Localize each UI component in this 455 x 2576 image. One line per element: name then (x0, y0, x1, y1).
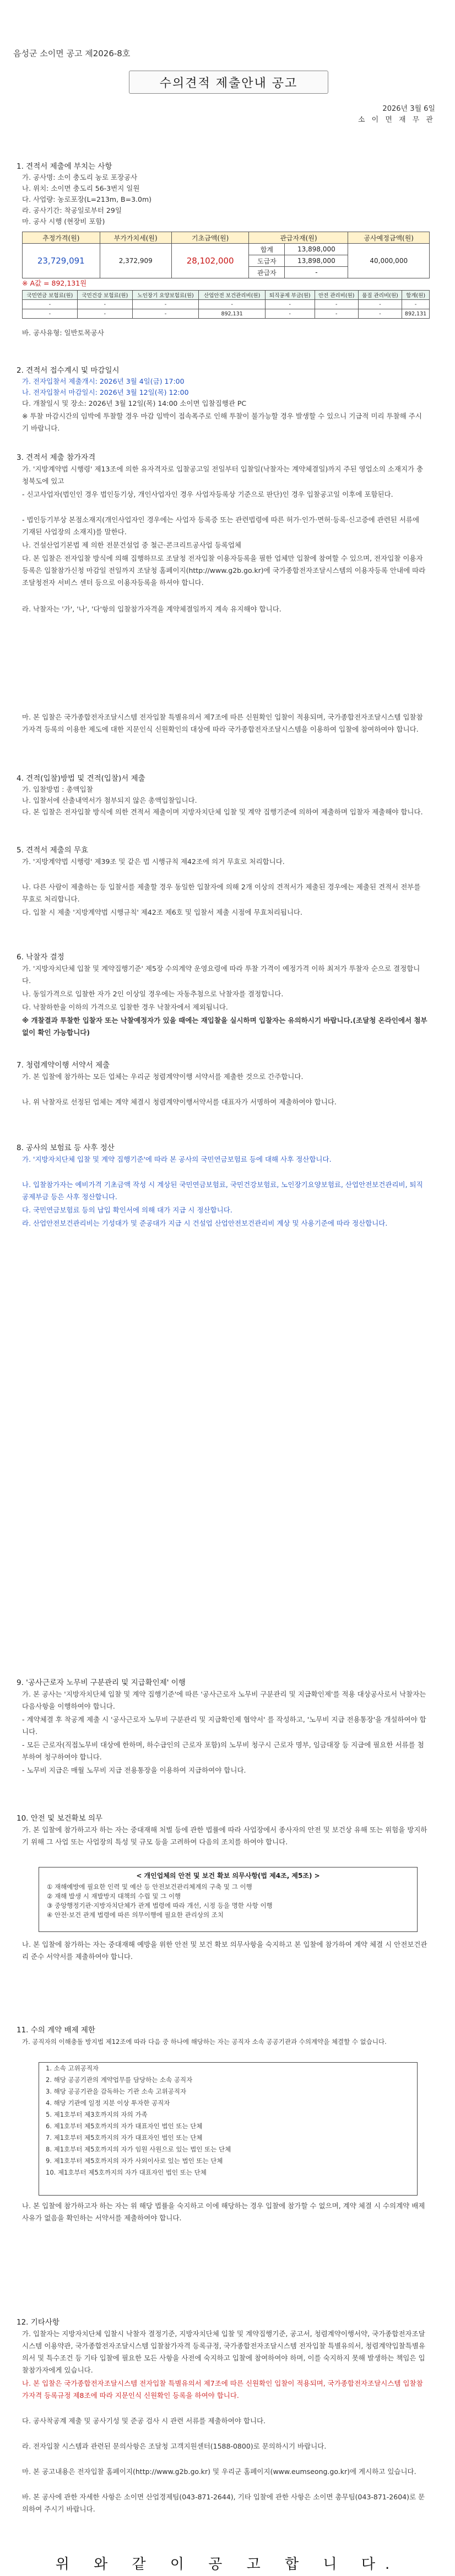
table-cell: 관급자 (249, 267, 285, 278)
list-item: 2. 해당 공공기관의 계약업무를 담당하는 소속 공직자 (46, 2076, 193, 2084)
table-cell: - (199, 300, 266, 309)
list-item: 10. 제1호부터 제5호까지의 자가 대표자인 법인 또는 단체 (46, 2169, 207, 2176)
table-cell: - (132, 309, 199, 319)
sec8-para: 가. '지방자치단체 입찰 및 계약 집행기준'에 따라 본 공사의 국민연금보험료 등에 대해 사후 정산합니다. (22, 1155, 332, 1163)
sec6-para: 다. 낙찰하한율 이하의 가격으로 입찰한 경우 낙찰자에서 제외됩니다. (22, 1003, 228, 1011)
table-cell: - (402, 300, 430, 309)
table-cell: 도급자 (249, 255, 285, 267)
sec8-para: 나. 입찰참가자는 예비가격 기초금액 작성 시 계상된 국민연금보험료, 국민건강보험료, 노인장기요양보험료, 산업안전보건관리비, 퇴직공제부금 등은 사후 정산합니다. (22, 1180, 423, 1201)
sec1-line: 가. 공사명: 소이 충도리 농로 포장공사 (22, 173, 138, 181)
table-header: 기초금액(원) (171, 232, 249, 244)
safety-box-title: < 개인업체의 안전 및 보건 확보 의무사항(법 제4조, 제5조) > (136, 1872, 320, 1880)
page-title: 수의견적 제출안내 공고 (129, 71, 328, 94)
sec3-para: - 신고사업자(법인인 경우 법인등기상, 개인사업자인 경우 사업자등록상 기준으로 판단)인 경우 입찰공고일 이후에 포함된다. (22, 490, 393, 498)
list-item: 8. 제1호부터 제5호까지의 자가 임원 사원으로 있는 법인 또는 단체 (46, 2145, 231, 2153)
sec8-para: 라. 산업안전보건관리비는 기성대가 및 준공대가 지급 시 건설업 산업안전보건관리비 계상 및 사용기준에 따라 정산합니다. (22, 1219, 388, 1227)
table-cell: - (265, 300, 315, 309)
sec12-para: 다. 공사착공계 제출 및 공사기성 및 준공 검사 시 관련 서류를 제출하여야 합니다. (22, 2417, 266, 2425)
sec3-para: 가. '지방계약법 시행령' 제13조에 의한 유자격자로 입찰공고일 전일부터 입찰일(낙찰자는 계약체결일)까지 주된 영업소의 소재지가 충청북도에 있고 (22, 465, 424, 485)
table-header: 산업안전 보건관리비(원) (199, 291, 266, 300)
price-table (22, 232, 430, 278)
sec3-para: 다. 본 입찰은 전자입찰 방식에 의해 집행하므로 조달청 전자입찰 이용자등록을 필한 업체만 입찰에 참여할 수 있으며, 전자입찰 이용자등록은 입찰참가신청 마감일 전일까지 조달청 홈페이지(http://www.g2b.go.kr)에 국가종합전자조달시스템의 이용자등록 안내에 따라 조달청전자 서비스 센터 등으로 이용자등록을 하셔야 합니다. (22, 554, 426, 587)
sec5-para: 가. '지방계약법 시행령' 제39조 및 같은 법 시행규칙 제42조에 의거 무효로 처리합니다. (22, 857, 285, 866)
sec3-para: - 법인등기부상 본점소재지(개인사업자인 경우에는 사업자 등록증 또는 관련법령에 따른 허가·인가·면허·등록·신고증에 관련된 서류에 기재된 사업장의 소재지)를 말한다. (22, 516, 420, 536)
issuer: 소 이 면 재 무 관 (358, 116, 435, 124)
table-header: 노인장기 요양보험료(원) (132, 291, 199, 300)
sec4-line: 나. 입찰서에 산출내역서가 첨부되지 않은 총액입찰입니다. (22, 796, 197, 804)
sec2-note: ※ 투찰 마감시간의 임박에 투찰할 경우 마감 임박이 접속폭주로 인해 투찰이 불가능할 경우 발생할 수 있으니 기급적 미리 투찰해 주시기 바랍니다. (22, 412, 422, 432)
notice-date: 2026년 3월 6일 (382, 105, 435, 113)
section-2-heading: 2. 견적서 접수계시 및 마감일시 (17, 366, 120, 375)
safety-box-item: ④ 안전·보건 관계 법령에 따른 의무이행에 필요한 관리상의 조치 (47, 1911, 224, 1919)
sec1-line: 나. 위치: 소이면 충도리 56-3번지 일원 (22, 184, 140, 192)
section-7-heading: 7. 청렴계약이행 서약서 제출 (17, 1061, 110, 1070)
sec1-line: 바. 공사유형: 일반토목공사 (22, 329, 104, 337)
list-item: 3. 해당 공공기관을 감독하는 기관 소속 고위공직자 (46, 2087, 187, 2095)
planned-price: 40,000,000 (348, 244, 430, 278)
sec12-para: 가. 입찰자는 지방자치단체 입찰시 낙찰자 결정기준, 지방자치단체 입찰 및 계약집행기준, 공고서, 청렴계약이행서약, 국가종합전자조달시스템 이용약관, 국가종합전자조달시스템 입찰참가자격 등록규정, 국가종합전자조달시스템 전자입찰 특별유의서, 청렴계약입찰특별유의서 및 특수조건 등 기타 입찰에 필요한 모든 사항을 사전에 숙지하고 입찰에 참여하여야 하며, 이를 숙지하지 못해 발생하는 책임은 입찰참가자에게 있습니다. (22, 2330, 425, 2374)
sec5-para: 나. 다른 사람이 제출하는 등 입찰서를 제출할 경우 동일한 입찰자에 의해 2개 이상의 견적서가 제출된 경우에는 제출된 견적서 전부를 무효로 처리합니다. (22, 883, 421, 903)
safety-obligation-box (39, 1867, 418, 1932)
sec6-para: 가. '지방자치단체 입찰 및 계약집행기준' 제5장 수의계약 운영요령에 따라 투찰 가격이 예정가격 이하 최저가 투찰자 순으로 결정합니다. (22, 964, 420, 985)
sec3-para: 라. 낙찰자는 '가', '나', '다'항의 입찰참가자격을 계약체결일까지 계속 유지해야 합니다. (22, 605, 281, 613)
vat-value: 2,372,909 (100, 244, 171, 278)
table-cell: 13,898,000 (285, 255, 348, 267)
sec4-line: 가. 입찰방법 : 총액입찰 (22, 785, 93, 793)
table-cell: - (358, 309, 402, 319)
table-header: 국민건강 보험료(원) (77, 291, 132, 300)
sec11-para: 가. 공직자의 이해충돌 방지법 제12조에 따라 다음 중 하나에 해당하는 자는 공직자 소속 공공기관과 수의계약을 체결할 수 없습니다. (22, 2038, 387, 2046)
section-9-heading: 9. '공사근로자 노무비 구분관리 및 지급확인제' 이행 (17, 1678, 186, 1687)
section-1-heading: 1. 견적서 제출에 부치는 사항 (17, 162, 112, 171)
a-value-note: ※ A값 = 892,131원 (22, 279, 87, 287)
section-10-heading: 10. 안전 및 보건확보 의무 (17, 1814, 103, 1823)
sec12-para: 나. 본 입찰은 국가종합전자조달시스템 전자입찰 특별유의서 제7조에 따른 신원확인 입찰이 적용되며, 국가종합전자조달시스템 입찰참가자격 등록규정 제8조에 따라 지문인식 신원확인 등록을 하여야 합니다. (22, 2379, 423, 2400)
section-6-heading: 6. 낙찰자 결정 (17, 953, 64, 962)
sec9-para: - 노무비 지급은 매월 노무비 지급 전용통장을 이용하여 지급하여야 합니다. (22, 1766, 246, 1774)
sec6-warning: ※ 개찰결과 투찰한 입찰자 또는 낙찰예정자가 있을 때에는 재입찰을 실시하며 입찰자는 유의하시기 바랍니다.(조달청 온라인에서 첨부 없이 확인 가능합니다) (22, 1016, 427, 1037)
section-12-heading: 12. 기타사항 (17, 2318, 59, 2327)
sec4-para: 다. 본 입찰은 전자입찰 방식에 의한 견적서 제출이며 지방자치단체 입찰 및 계약 집행기준에 의하여 제출하며 입찰자 제출해야 합니다. (22, 808, 423, 816)
closing-statement: 위 와 같 이 공 고 합 니 다. (55, 2556, 400, 2573)
sec1-line: 라. 공사기간: 착공일로부터 29일 (22, 206, 122, 214)
section-8-heading: 8. 공사의 보험료 등 사후 정산 (17, 1144, 115, 1152)
table-cell: 합계 (249, 244, 285, 255)
table-cell: - (315, 309, 358, 319)
table-cell: 892,131 (402, 309, 430, 319)
sec10-para: 나. 본 입찰에 참가하는 자는 중대재해 예방을 위한 안전 및 보건 확보 의무사항을 숙지하고 본 입찰에 참가하여 계약 체결 시 안전보건관리 준수 서약서를 제출하여야 합니다. (22, 1940, 427, 1961)
estimated-price: 23,729,091 (23, 244, 100, 278)
table-header: 퇴직공제 부금(원) (265, 291, 315, 300)
sec5-para: 다. 입찰 시 제출 '지방계약법 시행규칙' 제42조 제6호 및 입찰서 제출 시점에 무효처리됩니다. (22, 908, 302, 916)
table-header: 추정가격(원) (23, 232, 100, 244)
sec12-para: 라. 전자입찰 시스템과 관련된 문의사항은 조달청 고객지원센터(1588-0800)로 문의하시기 바랍니다. (22, 2442, 327, 2450)
list-item: 6. 제1호부터 제5호까지의 자가 대표자인 법인 또는 단체 (46, 2122, 203, 2130)
list-item: 5. 제1호부터 제3호까지의 자의 가족 (46, 2111, 148, 2118)
sec6-para: 나. 동일가격으로 입찰한 자가 2인 이상일 경우에는 자동추첨으로 낙찰자를 결정합니다. (22, 990, 284, 998)
insurance-table (22, 290, 430, 319)
sec8-para: 다. 국민연금보험료 등의 납입 확인서에 의해 대가 지급 시 정산합니다. (22, 1206, 232, 1214)
list-item: 1. 소속 고위공직자 (46, 2064, 99, 2072)
sec2-line: 다. 개찰일시 및 장소: 2026년 3월 12일(목) 14:00 소이면 입찰집행관 PC (22, 399, 247, 407)
sec9-para: - 계약체결 후 착공계 제출 시 '공사근로자 노무비 구분관리 및 지급확인제 협약서' 를 작성하고, '노무비 지급 전용통장'을 개설하여야 합니다. (22, 1715, 426, 1736)
sec2-line: 나. 전자입찰서 마감일시: 2026년 3월 12일(목) 12:00 (22, 388, 189, 396)
sec10-para: 가. 본 입찰에 참가하고자 하는 자는 중대재해 처벌 등에 관한 법률에 따라 사업장에서 종사자의 안전 및 보건상 유해 또는 위험을 방지하기 위해 그 사업 또는 사업장의 특성 및 규모 등을 고려하여 다음의 조치를 하여야 합니다. (22, 1826, 427, 1846)
table-cell: - (23, 300, 78, 309)
sec3-para: 나. 건설산업기본법 제 의한 전문건설업 중 철근·콘크리트공사업 등록업체 (22, 541, 242, 549)
safety-box-item: ② 재해 발생 시 재발방지 대책의 수립 및 그 이행 (47, 1892, 181, 1900)
sec1-line: 다. 사업량: 농로포장(L=213m, B=3.0m) (22, 195, 152, 203)
sec1-line: 마. 공사 시행 (현장비 포함) (22, 217, 105, 226)
safety-box-item: ① 재해예방에 필요한 인력 및 예산 등 안전보건관리체계의 구축 및 그 이행 (47, 1883, 252, 1891)
section-11-heading: 11. 수의 계약 배제 제한 (17, 2026, 95, 2035)
table-header: 공사예정금액(원) (348, 232, 430, 244)
table-header: 품질 관리비(원) (358, 291, 402, 300)
list-item: 7. 제1호부터 제5호까지의 자가 대표자인 법인 또는 단체 (46, 2134, 203, 2142)
table-cell: - (23, 309, 78, 319)
table-cell: - (358, 300, 402, 309)
section-3-heading: 3. 견적서 제출 참가자격 (17, 453, 96, 462)
table-cell: - (285, 267, 348, 278)
sec7-para: 나. 위 낙찰자로 선정된 업체는 계약 체결시 청렴계약이행서약서를 대표자가 서명하여 제출하여야 합니다. (22, 1098, 337, 1106)
table-header: 합계(원) (402, 291, 430, 300)
table-header: 관급자재(원) (249, 232, 348, 244)
list-item: 4. 해당 기관에 일정 지분 이상 투자한 공직자 (46, 2099, 170, 2107)
safety-box-item: ③ 중앙행정기관·지방자치단체가 관계 법령에 따라 개선, 시정 등을 명한 사항 이행 (47, 1902, 273, 1909)
table-cell: - (77, 300, 132, 309)
sec9-para: - 모든 근로자(직접노무비 대상에 한하며, 하수급인의 근로자 포함)의 노무비 청구시 근로자 명부, 임금대장 등 지급에 필요한 서류를 첨부하여 청구하여야 합니다. (22, 1741, 424, 1761)
sec9-para: 가. 본 공사는 '지방자치단체 입찰 및 계약 집행기준'에 따른 '공사근로자 노무비 구분관리 및 지급확인제'를 적용 대상공사로서 낙찰자는 다음사항을 이행하여야 합니다. (22, 1690, 426, 1710)
table-cell: 892,131 (199, 309, 266, 319)
sec2-line: 가. 전자입찰서 제출개시: 2026년 3월 4일(금) 17:00 (22, 377, 185, 385)
table-cell: - (265, 309, 315, 319)
table-cell: - (77, 309, 132, 319)
section-5-heading: 5. 견적서 제출의 무효 (17, 846, 89, 855)
table-header: 부가가치세(원) (100, 232, 171, 244)
table-cell: - (315, 300, 358, 309)
list-item: 9. 제1호부터 제5호까지의 자가 사외이사로 있는 법인 또는 단체 (46, 2157, 223, 2165)
table-header: 안전 관리비(원) (315, 291, 358, 300)
sec7-para: 가. 본 입찰에 참가하는 모든 업체는 우리군 청렴계약이행 서약서를 제출한 것으로 간주합니다. (22, 1072, 304, 1081)
sec12-para: 바. 본 공사에 관한 자세한 사항은 소이면 산업경제팀(043-871-2644), 기타 입찰에 관한 사항은 소이면 총무팀(043-871-2604)로 문의하여 주시기 바랍니다. (22, 2493, 425, 2513)
disqualification-box (39, 2062, 418, 2196)
table-header: 국민연금 보험료(원) (23, 291, 78, 300)
sec11-para: 나. 본 입찰에 참가하고자 하는 자는 위 해당 법률을 숙지하고 이에 해당하는 경우 입찰에 참가할 수 없으며, 계약 체결 시 수의계약 배제 사유가 없음을 확인하는 서약서를 제출하여야 합니다. (22, 2202, 425, 2222)
table-cell: 13,898,000 (285, 244, 348, 255)
base-price: 28,102,000 (171, 244, 249, 278)
sec3-para: 마. 본 입찰은 국가종합전자조달시스템 전자입찰 특별유의서 제7조에 따른 신원확인 입찰이 적용되며, 국가종합전자조달시스템 입찰참가자격 등록의 이용한 제도에 대한 지문인식 신원확인의 대상에 따라 국가종합전자조달시스템을 이용하여 입찰에 참여하여야 합니다. (22, 713, 423, 733)
notice-number: 음성군 소이면 공고 제2026-8호 (13, 49, 131, 58)
table-cell: - (132, 300, 199, 309)
section-4-heading: 4. 견적(입찰)방법 및 견적(입찰)서 제출 (17, 774, 145, 783)
sec12-para: 마. 본 공고내용은 전자입찰 홈페이지(http://www.g2b.go.kr) 및 우리군 홈페이지(www.eumseong.go.kr)에 게시하고 있습니다. (22, 2467, 416, 2476)
